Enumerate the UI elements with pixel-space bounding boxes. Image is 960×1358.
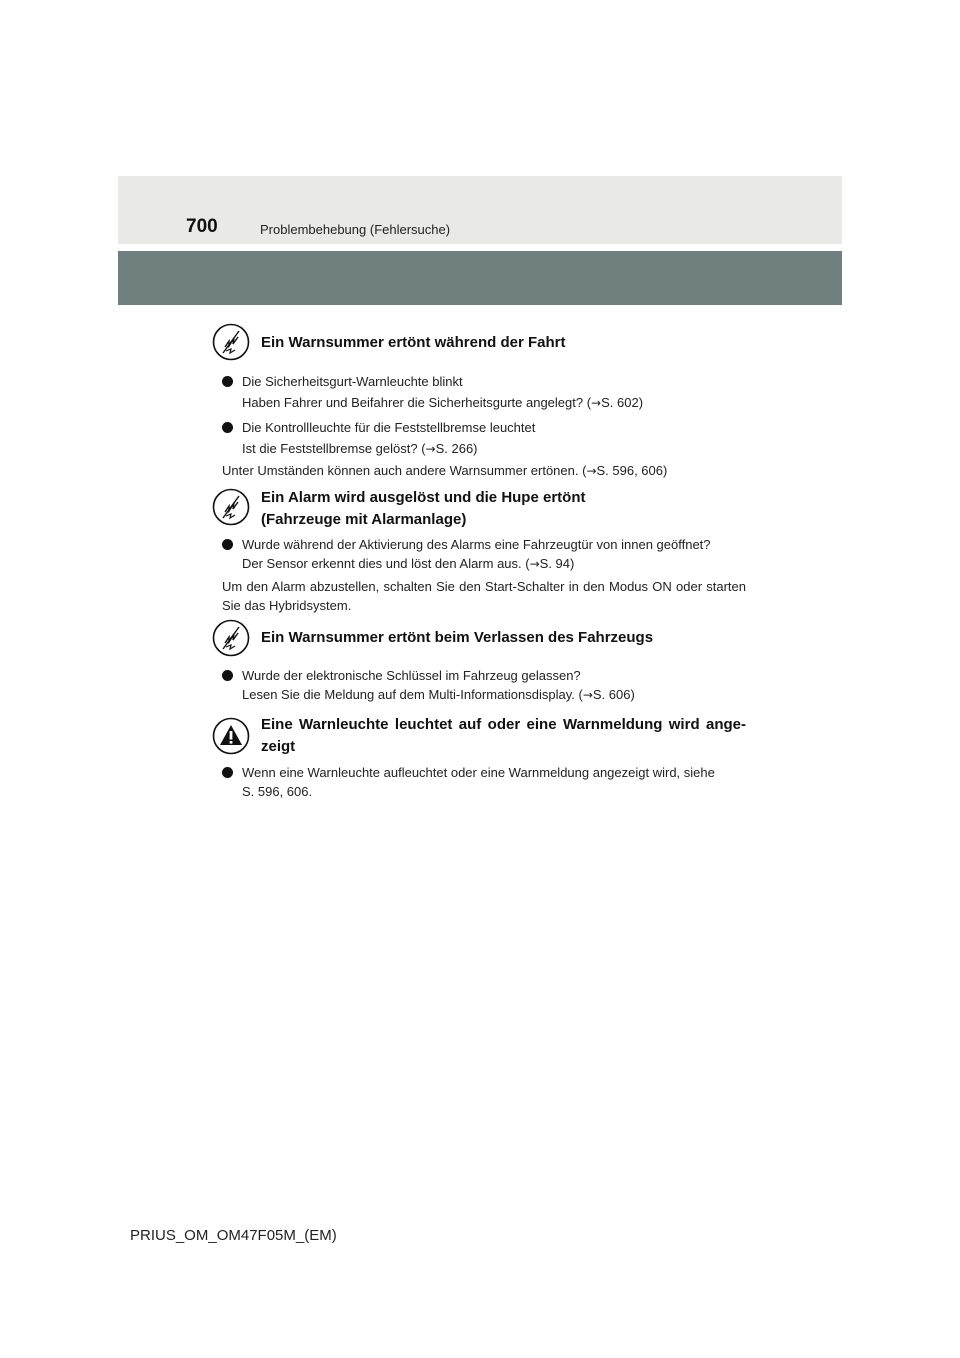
item-check [242,439,746,459]
page-reference: S. 94) [539,556,575,571]
bullet-icon [222,376,233,387]
item-check [242,685,746,705]
item-condition: Wenn eine Warnleuchte aufleuchtet oder eine Warnmeldung angezeigt wird, siehe [242,765,715,780]
topic-heading-leaving-buzzer [212,619,772,649]
bullet-icon [222,670,233,681]
item-condition: Die Sicherheitsgurt-Warnleuchte blinkt [242,374,463,389]
topic-body-leaving-buzzer [222,666,746,705]
item-check-text: Lesen Sie die Meldung auf dem Multi-Informationsdisplay. ( [242,687,583,702]
arrow-icon: → [586,464,597,478]
page-reference: S. 606) [592,687,635,702]
bullet-icon [222,767,233,778]
page-reference: S. 266) [435,441,478,456]
topic-heading [261,487,772,531]
bullet-icon [222,539,233,550]
topic-heading-line: Ein Alarm wird ausgelöst und die Hupe ertönt [261,489,586,506]
arrow-icon: → [529,557,540,571]
topic-heading-alarm [212,487,772,531]
item-check-text: Ist die Feststellbremse gelöst? ( [242,441,426,456]
topic-heading: Ein Warnsummer ertönt während der Fahrt [261,334,566,351]
section-title: Problembehebung (Fehlersuche) [260,222,451,237]
list-item [222,763,746,801]
item-reference: S. 596, 606. [242,784,313,799]
title-bar [118,251,842,305]
header-band [118,176,842,244]
item-check [242,554,746,574]
topic-heading-driving-buzzer [212,323,772,354]
buzzer-icon [212,323,250,361]
bullet-icon [222,422,233,433]
list-item [222,535,746,574]
page-reference: S. 596, 606) [596,463,668,478]
topic-note: Um den Alarm abzustellen, schalten Sie den Start-Schalter in den Modus ON oder starten Sie das Hybridsystem. [222,579,746,613]
page-reference: S. 602) [601,395,644,410]
arrow-icon: → [591,396,602,410]
arrow-icon: → [582,688,593,702]
item-check-text: Haben Fahrer und Beifahrer die Sicherheitsgurte angelegt? ( [242,395,592,410]
list-item [222,666,746,705]
topic-note [222,461,746,481]
topic-body-driving-buzzer [222,372,746,481]
list-item [222,418,746,459]
topic-body-alarm [222,535,746,615]
topic-body-warning-light [222,763,746,801]
item-condition: Wurde der elektronische Schlüssel im Fahrzeug gelassen? [242,668,581,683]
buzzer-icon [212,488,250,526]
item-check-text: Der Sensor erkennt dies und löst den Alarm aus. ( [242,556,530,571]
item-check [242,393,746,413]
page-number: 700 [186,216,218,237]
warning-triangle-icon [212,717,250,755]
buzzer-icon [212,619,250,657]
item-condition: Die Kontrollleuchte für die Feststellbremse leuchtet [242,420,536,435]
topic-heading: Eine Warnleuchte leuchtet auf oder eine Warnmeldung wird ange-zeigt [261,716,746,755]
topic-heading-line: (Fahrzeuge mit Alarmanlage) [261,511,467,528]
document-code: PRIUS_OM_OM47F05M_(EM) [130,1227,337,1244]
list-item [222,372,746,413]
note-text: Unter Umständen können auch andere Warnsummer ertönen. ( [222,463,587,478]
topic-heading: Ein Warnsummer ertönt beim Verlassen des Fahrzeugs [261,629,654,646]
arrow-icon: → [425,442,436,456]
topic-heading-warning-light [212,714,772,758]
item-condition: Wurde während der Aktivierung des Alarms eine Fahrzeugtür von innen geöffnet? [242,537,711,552]
